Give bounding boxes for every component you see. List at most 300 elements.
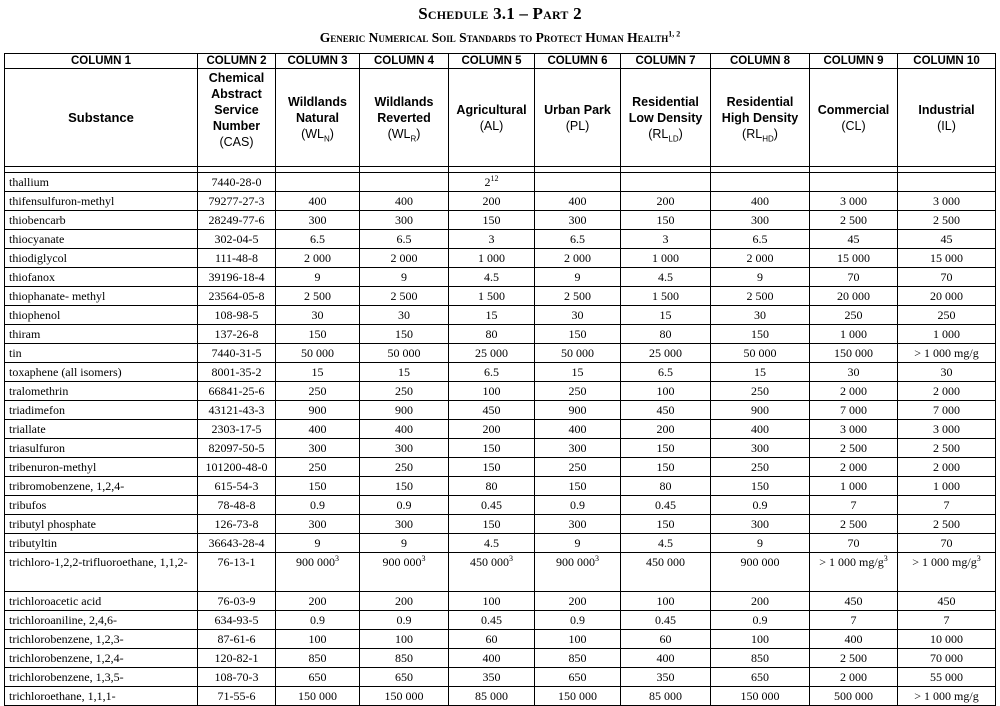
value-text: 15: [659, 308, 672, 322]
value-text: 150: [656, 460, 675, 474]
substance-cell: trichloroethane, 1,1,1-: [5, 687, 198, 706]
value-cell: [276, 192, 360, 211]
value-text: 150: [482, 517, 501, 531]
value-cell: [711, 477, 810, 496]
header-unit: (IL): [937, 118, 956, 133]
value-cell: [810, 401, 898, 420]
value-cell: [810, 553, 898, 592]
value-cell: [535, 515, 621, 534]
value-cell: [449, 668, 535, 687]
value-text: 45: [940, 232, 953, 246]
cas-cell: 76-13-1: [198, 553, 276, 592]
value-text: 1 000: [933, 327, 960, 341]
value-text: 100: [751, 632, 769, 646]
value-text: 85 000: [475, 689, 508, 703]
value-text: 30: [754, 308, 766, 322]
value-text: 70: [940, 536, 953, 550]
value-text: 450: [937, 594, 956, 608]
value-text: 0.45: [481, 498, 502, 512]
value-cell: [711, 287, 810, 306]
value-text: 1 000: [652, 251, 679, 265]
value-text: 150 000: [384, 689, 424, 703]
table-row: [5, 192, 996, 211]
value-cell: [360, 477, 449, 496]
value-cell: [276, 306, 360, 325]
value-cell: [449, 249, 535, 268]
value-cell: [276, 630, 360, 649]
value-cell: [898, 553, 996, 592]
value-cell: [360, 306, 449, 325]
header-label: Residential High Density: [721, 94, 799, 125]
value-text: 6.5: [310, 232, 325, 246]
table-row: [5, 249, 996, 268]
value-cell: [449, 687, 535, 706]
subtitle-footnote: 1, 2: [668, 29, 681, 39]
column-number: COLUMN 8: [711, 54, 810, 69]
value-text: 400: [568, 194, 587, 208]
value-text: 300: [395, 517, 413, 531]
substance-cell: thiocyanate: [5, 230, 198, 249]
value-cell: [449, 439, 535, 458]
value-text: 0.9: [752, 498, 768, 512]
column-number: COLUMN 1: [5, 54, 198, 69]
value-text: 2 500: [304, 289, 331, 303]
value-cell: [810, 477, 898, 496]
value-text: 3 000: [840, 422, 867, 436]
value-cell: [360, 173, 449, 192]
value-cell: [621, 230, 711, 249]
value-cell: [621, 458, 711, 477]
header-label: Commercial: [817, 102, 890, 117]
table-row: [5, 592, 996, 611]
value-text: 80: [659, 327, 672, 341]
value-cell: [810, 325, 898, 344]
value-footnote: 3: [509, 554, 513, 563]
value-cell: [711, 211, 810, 230]
table-row: [5, 401, 996, 420]
value-text: 250: [937, 308, 956, 322]
value-cell: [810, 363, 898, 382]
value-cell: [810, 592, 898, 611]
value-cell: [449, 420, 535, 439]
substance-cell: thiophenol: [5, 306, 198, 325]
value-text: 15: [398, 365, 410, 379]
table-row: [5, 458, 996, 477]
value-text: 250: [395, 384, 413, 398]
value-text: 50 000: [561, 346, 594, 360]
value-cell: [711, 668, 810, 687]
cas-cell: 76-03-9: [198, 592, 276, 611]
value-cell: [535, 687, 621, 706]
value-cell: [711, 496, 810, 515]
value-cell: [711, 458, 810, 477]
cas-cell: 8001-35-2: [198, 363, 276, 382]
table-row: [5, 287, 996, 306]
value-text: 7 000: [840, 403, 867, 417]
header-unit: $(RL_{HD})$: [742, 126, 778, 143]
value-cell: [711, 553, 810, 592]
value-text: 150: [751, 327, 769, 341]
value-cell: [621, 611, 711, 630]
value-text: 50 000: [387, 346, 421, 360]
value-cell: [621, 515, 711, 534]
value-text: 300: [308, 517, 327, 531]
value-cell: [810, 211, 898, 230]
value-text: 400: [844, 632, 863, 646]
value-cell: [276, 268, 360, 287]
substance-cell: thifensulfuron-methyl: [5, 192, 198, 211]
cas-cell: 108-70-3: [198, 668, 276, 687]
value-text: 300: [395, 213, 413, 227]
value-cell: [535, 230, 621, 249]
value-text: 400: [308, 194, 327, 208]
substance-cell: trichlorobenzene, 1,3,5-: [5, 668, 198, 687]
header-substance: Substance: [5, 69, 198, 167]
substance-cell: thiofanox: [5, 268, 198, 287]
value-cell: [810, 458, 898, 477]
value-text: 650: [395, 670, 413, 684]
cas-cell: 43121-43-3: [198, 401, 276, 420]
value-cell: [711, 439, 810, 458]
value-text: 6.5: [752, 232, 768, 246]
value-footnote: 3: [883, 554, 888, 563]
value-text: 450 000: [646, 555, 685, 569]
value-cell: [449, 534, 535, 553]
substance-cell: trichloro-1,2,2-trifluoroethane, 1,1,2-: [5, 553, 198, 592]
value-cell: [360, 249, 449, 268]
cas-cell: 634-93-5: [198, 611, 276, 630]
value-cell: [810, 249, 898, 268]
value-text: 7: [943, 613, 950, 627]
value-cell: [360, 649, 449, 668]
value-text: 200: [308, 594, 327, 608]
value-cell: [276, 344, 360, 363]
value-cell: [535, 420, 621, 439]
value-text: 7: [943, 498, 950, 512]
cas-cell: 71-55-6: [198, 687, 276, 706]
value-cell: [449, 268, 535, 287]
value-cell: [535, 173, 621, 192]
value-cell: [898, 515, 996, 534]
value-text: 100: [656, 384, 675, 398]
table-row: [5, 363, 996, 382]
value-text: 350: [482, 670, 501, 684]
table-row: [5, 630, 996, 649]
header-unit: $(RL_{LD})$: [648, 126, 683, 143]
substance-cell: tralomethrin: [5, 382, 198, 401]
schedule-title: Schedule 3.1 – Part 2: [418, 4, 582, 23]
value-text: 200: [751, 594, 769, 608]
value-cell: [360, 420, 449, 439]
value-text: 60: [659, 632, 672, 646]
value-text: 6.5: [570, 232, 585, 246]
value-cell: [898, 496, 996, 515]
value-text: 2 000: [746, 251, 774, 265]
value-cell: [360, 515, 449, 534]
value-cell: [449, 363, 535, 382]
value-text: 9: [314, 270, 321, 284]
value-cell: [449, 306, 535, 325]
table-row: [5, 668, 996, 687]
value-text: 2 000: [840, 384, 867, 398]
table-row: [5, 553, 996, 592]
value-text: 100: [308, 632, 327, 646]
value-text: 500 000: [834, 689, 873, 703]
value-cell: [810, 534, 898, 553]
substance-cell: thiophanate- methyl: [5, 287, 198, 306]
value-text: 250: [308, 460, 327, 474]
column-number: COLUMN 10: [898, 54, 996, 69]
value-text: 15 000: [837, 251, 870, 265]
value-text: 70: [847, 270, 860, 284]
value-cell: [276, 287, 360, 306]
value-text: 0.9: [396, 498, 412, 512]
value-cell: [535, 496, 621, 515]
value-text: 200: [482, 194, 501, 208]
value-text: 7 000: [933, 403, 960, 417]
value-text: 0.9: [310, 613, 325, 627]
value-text: 2 000: [304, 251, 331, 265]
value-text: 2 000: [933, 460, 960, 474]
value-cell: [810, 173, 898, 192]
value-text: 50 000: [743, 346, 777, 360]
value-cell: [535, 211, 621, 230]
value-text: 450 000: [470, 555, 509, 569]
table-body: [5, 173, 996, 706]
value-cell: [276, 211, 360, 230]
substance-cell: trichloroaniline, 2,4,6-: [5, 611, 198, 630]
value-text: 2 500: [746, 289, 774, 303]
value-text: 3: [662, 232, 669, 246]
value-text: 0.45: [655, 613, 676, 627]
value-text: 9: [401, 536, 407, 550]
value-text: 150: [395, 327, 413, 341]
value-cell: [810, 515, 898, 534]
value-text: 250: [844, 308, 863, 322]
value-text: 55 000: [930, 670, 963, 684]
value-text: 0.9: [752, 613, 768, 627]
value-cell: [711, 687, 810, 706]
value-text: 30: [571, 308, 584, 322]
value-footnote: 3: [976, 554, 981, 563]
value-text: 2 000: [933, 384, 960, 398]
value-cell: [898, 344, 996, 363]
cas-cell: 111-48-8: [198, 249, 276, 268]
cas-cell: 101200-48-0: [198, 458, 276, 477]
value-cell: [898, 401, 996, 420]
column-number-row: [5, 54, 996, 69]
value-text: 150: [656, 213, 675, 227]
value-cell: [276, 173, 360, 192]
value-text: 400: [751, 422, 769, 436]
value-text: 6.5: [484, 365, 499, 379]
value-cell: [810, 649, 898, 668]
value-cell: [810, 382, 898, 401]
substance-cell: triadimefon: [5, 401, 198, 420]
table-row: [5, 687, 996, 706]
column-number: COLUMN 7: [621, 54, 711, 69]
value-text: > 1 000 mg/g: [819, 555, 884, 569]
column-number: COLUMN 4: [360, 54, 449, 69]
value-text: 150 000: [558, 689, 597, 703]
column-number: COLUMN 9: [810, 54, 898, 69]
value-cell: [535, 630, 621, 649]
value-cell: [621, 534, 711, 553]
header-cas-label: Chemical Abstract Service Number: [208, 71, 265, 133]
value-text: 250: [751, 460, 769, 474]
value-cell: [810, 192, 898, 211]
value-text: 85 000: [649, 689, 682, 703]
table-row: [5, 496, 996, 515]
value-cell: [360, 287, 449, 306]
value-text: 650: [568, 670, 587, 684]
value-cell: [449, 230, 535, 249]
value-cell: [898, 420, 996, 439]
header-label: Industrial: [918, 102, 975, 117]
value-cell: [535, 401, 621, 420]
value-cell: [535, 249, 621, 268]
table-row: [5, 649, 996, 668]
value-text: 2 000: [390, 251, 418, 265]
value-text: 250: [568, 460, 587, 474]
value-text: 400: [482, 651, 501, 665]
value-cell: [711, 173, 810, 192]
value-text: 650: [308, 670, 327, 684]
value-text: 2 500: [933, 441, 960, 455]
value-text: 200: [568, 594, 587, 608]
cas-cell: 7440-31-5: [198, 344, 276, 363]
value-cell: [535, 668, 621, 687]
value-text: 4.5: [658, 536, 673, 550]
value-cell: [621, 630, 711, 649]
value-text: 300: [751, 213, 769, 227]
value-text: 150: [568, 479, 587, 493]
value-cell: [898, 611, 996, 630]
value-text: 15: [311, 365, 324, 379]
value-cell: [360, 344, 449, 363]
value-cell: [449, 515, 535, 534]
value-footnote: 3: [595, 554, 599, 563]
value-cell: [621, 211, 711, 230]
value-text: 900 000: [382, 555, 422, 569]
value-cell: [449, 325, 535, 344]
substance-cell: toxaphene (all isomers): [5, 363, 198, 382]
value-cell: [898, 211, 996, 230]
value-cell: [360, 630, 449, 649]
value-text: 0.45: [655, 498, 676, 512]
value-text: 4.5: [658, 270, 673, 284]
value-text: > 1 000 mg/g: [914, 346, 979, 360]
value-cell: [711, 534, 810, 553]
value-text: 150 000: [834, 346, 873, 360]
value-cell: [360, 211, 449, 230]
value-cell: [621, 325, 711, 344]
value-cell: [898, 477, 996, 496]
value-text: 400: [568, 422, 587, 436]
table-row: [5, 306, 996, 325]
value-cell: [621, 668, 711, 687]
value-text: 6.5: [658, 365, 673, 379]
value-cell: [535, 649, 621, 668]
value-cell: [449, 649, 535, 668]
value-text: 9: [757, 270, 763, 284]
value-cell: [276, 687, 360, 706]
substance-cell: tin: [5, 344, 198, 363]
value-text: 900 000: [740, 555, 780, 569]
value-cell: [621, 649, 711, 668]
value-cell: [360, 363, 449, 382]
header-residential-high-density: [711, 69, 810, 167]
value-cell: [276, 592, 360, 611]
value-text: 1 000: [840, 479, 867, 493]
value-text: 150: [751, 479, 769, 493]
value-cell: [535, 439, 621, 458]
value-text: 15: [754, 365, 766, 379]
header-residential-low-density: [621, 69, 711, 167]
value-cell: [360, 439, 449, 458]
value-text: 70: [847, 536, 860, 550]
value-text: 25 000: [475, 346, 508, 360]
value-text: 4.5: [484, 270, 499, 284]
value-cell: [621, 439, 711, 458]
cas-cell: 7440-28-0: [198, 173, 276, 192]
value-footnote: 3: [335, 554, 339, 563]
substance-cell: thiram: [5, 325, 198, 344]
value-text: 3: [488, 232, 495, 246]
value-footnote: 12: [490, 174, 499, 183]
value-cell: [276, 458, 360, 477]
value-cell: [898, 534, 996, 553]
value-text: 9: [757, 536, 763, 550]
value-cell: [276, 363, 360, 382]
substance-cell: triallate: [5, 420, 198, 439]
value-text: 400: [751, 194, 769, 208]
header-wildlands-reverted: [360, 69, 449, 167]
value-cell: [711, 192, 810, 211]
value-cell: [621, 287, 711, 306]
value-cell: [535, 382, 621, 401]
header-unit: (CL): [841, 118, 866, 133]
value-text: 1 000: [933, 479, 960, 493]
value-cell: [276, 515, 360, 534]
value-cell: [810, 687, 898, 706]
value-text: 900: [751, 403, 769, 417]
value-cell: [810, 344, 898, 363]
value-cell: [535, 268, 621, 287]
header-label: Wildlands Reverted: [374, 94, 434, 125]
value-cell: [276, 439, 360, 458]
value-cell: [898, 306, 996, 325]
value-cell: [898, 649, 996, 668]
value-cell: [898, 630, 996, 649]
value-text: 1 500: [478, 289, 505, 303]
value-text: 80: [485, 327, 498, 341]
value-text: 2 000: [840, 460, 867, 474]
value-text: 45: [847, 232, 860, 246]
value-text: 2 500: [840, 441, 867, 455]
value-cell: [276, 534, 360, 553]
value-text: 3 000: [933, 194, 960, 208]
table-row: [5, 515, 996, 534]
value-text: 300: [395, 441, 413, 455]
value-text: 100: [568, 632, 587, 646]
value-cell: [449, 592, 535, 611]
header-label: Agricultural: [456, 102, 527, 117]
value-cell: [621, 306, 711, 325]
value-cell: [711, 249, 810, 268]
value-text: 150 000: [298, 689, 337, 703]
value-cell: [810, 420, 898, 439]
